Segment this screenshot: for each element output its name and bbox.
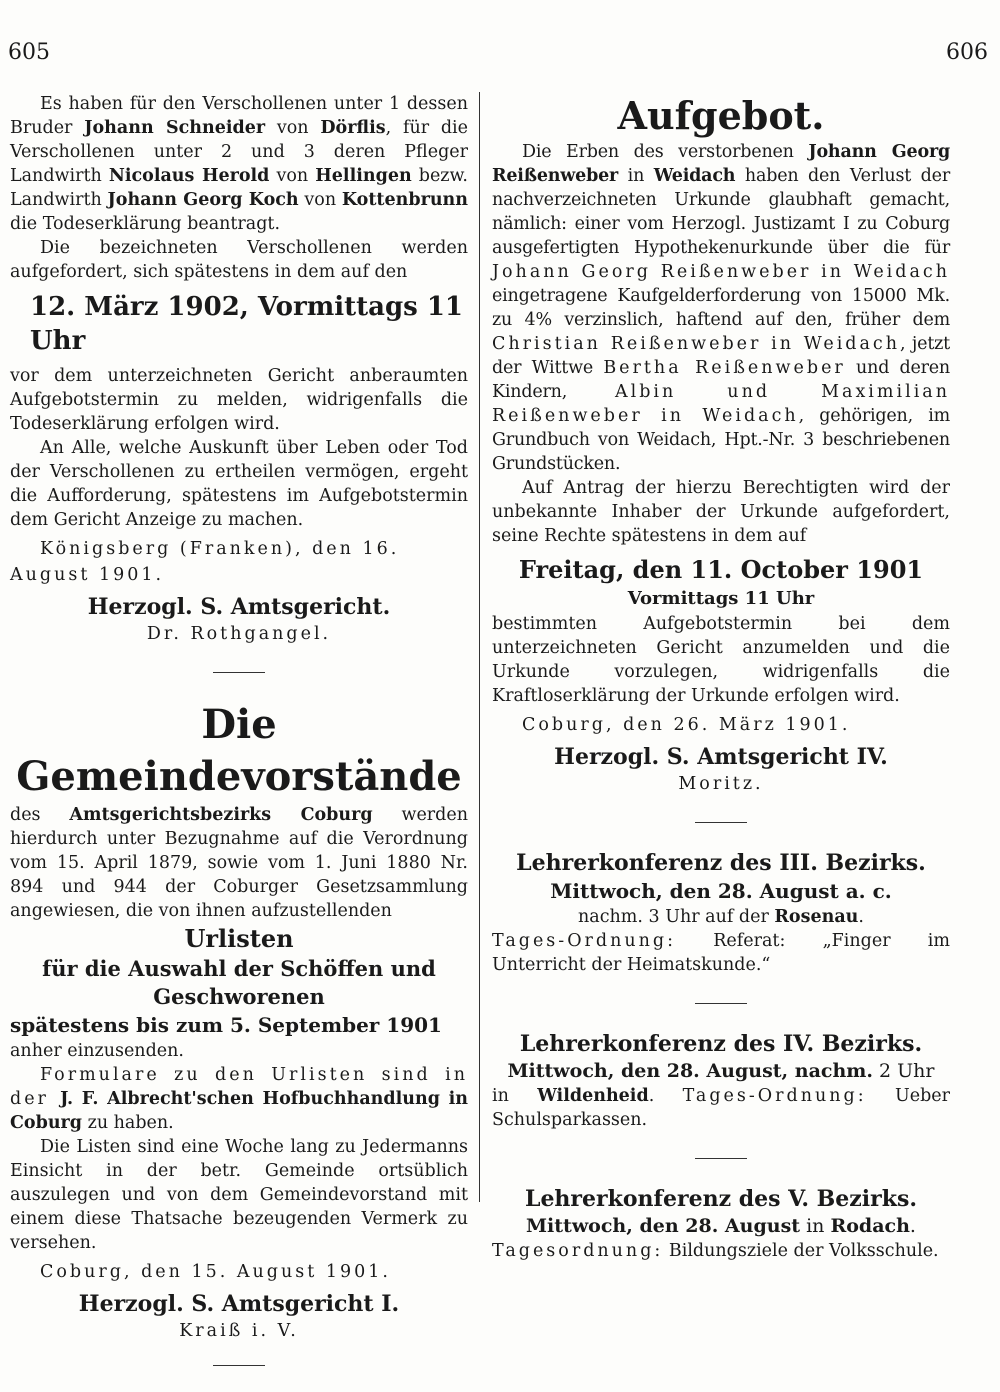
conference-3 <box>492 849 950 977</box>
column-divider <box>479 92 480 1202</box>
notice1-paragraph-3: vor dem unterzeichneten Gericht anberaumten Aufgebotstermin zu melden, widrigenfalls die Todeserklärung erfolgen wird. <box>10 366 468 434</box>
notice-aufgebot <box>492 92 950 796</box>
conf5-date-place: Mittwoch, den 28. August in Rodach. <box>526 1215 916 1237</box>
conf4-place-agenda: in Wildenheid. Tages-Ordnung: Ueber Schulsparkassen. <box>492 1086 950 1130</box>
notice3-time: Vormittags 11 Uhr <box>627 588 815 609</box>
notice3-paragraph-2: Auf Antrag der hierzu Berechtigten wird der unbekannte Inhaber der Urkunde aufgefordert, seine Rechte spätestens in dem auf <box>492 478 950 546</box>
conf3-time-place: nachm. 3 Uhr auf der Rosenau. <box>578 907 864 927</box>
notice2-deadline: spätestens bis zum 5. September 1901 <box>10 1013 442 1037</box>
section-rule <box>695 822 747 823</box>
notice1-deadline-date: 12. März 1902, Vormittags 11 Uhr <box>30 292 464 356</box>
notice2-paragraph-1: des Amtsgerichtsbezirks Coburg werden hierdurch unter Bezugnahme auf die Verordnung vom 15. April 1879, sowie vom 1. Juni 1880 Nr. 894 und 944 der Coburger Gesetzsammlung angewiesen, die von ihnen aufzustellenden <box>10 805 468 921</box>
notice1-paragraph-2: Die bezeichneten Verschollenen werden aufgefordert, sich spätestens in dem auf den <box>10 238 468 282</box>
notice-missing-persons <box>10 92 468 646</box>
notice2-place-date: Coburg, den 15. August 1901. <box>40 1262 391 1282</box>
notice2-paragraph-3: Formulare zu den Urlisten sind in der J. F. Albrecht'schen Hofbuchhandlung in Coburg zu haben. <box>10 1065 468 1133</box>
notice2-signer: Kraiß i. V. <box>179 1321 299 1341</box>
notice2-paragraph-4: Die Listen sind eine Woche lang zu Jedermanns Einsicht in der betr. Gemeinde ortsüblich auszulegen und von dem Gemeindevorstand mit einem diese Thatsache bezeugenden Vermerk zu versehen. <box>10 1137 468 1253</box>
conference-4 <box>492 1030 950 1132</box>
notice1-signer: Dr. Rothgangel. <box>146 624 332 644</box>
notice2-court: Herzogl. S. Amtsgericht I. <box>78 1291 400 1317</box>
notice2-heading-selection: für die Auswahl der Schöffen und Geschworenen <box>42 956 436 1009</box>
notice3-court: Herzogl. S. Amtsgericht IV. <box>554 744 888 770</box>
conf4-date: Mittwoch, den 28. August, nachm. 2 Uhr <box>507 1060 935 1082</box>
right-column <box>492 92 950 1263</box>
conf5-agenda: Tagesordnung: Bildungsziele der Volksschule. <box>492 1241 939 1261</box>
notice2-paragraph-2: anher einzusenden. <box>10 1041 184 1061</box>
notice3-signer: Moritz. <box>678 774 764 794</box>
left-column <box>10 92 468 1392</box>
notice3-paragraph-3: bestimmten Aufgebotstermin bei dem unterzeichneten Gericht anzumelden und die Urkunde vorzulegen, widrigenfalls die Kraftloserklärung der Urkunde erfolgen wird. <box>492 614 950 706</box>
notice3-date: Freitag, den 11. October 1901 <box>518 555 924 584</box>
notice1-paragraph-1: Es haben für den Verschollenen unter 1 dessen Bruder Johann Schneider von Dörflis, für die Verschollenen unter 2 und 3 deren Pfleger Landwirth Nicolaus Herold von Hellingen bezw. Landwirth Johann Georg Koch von Kottenbrunn die Todeserklärung beantragt. <box>10 94 469 234</box>
notice3-paragraph-1: Die Erben des verstorbenen Johann Georg Reißenweber in Weidach haben den Verlust der nachverzeichneten Urkunde glaubhaft gemacht, nämlich: einer vom Herzogl. Justizamt I zu Coburg ausgefertigten Hypothekenurkunde über die für Johann Georg Reißenweber in Weidach eingetragene Kaufgelderforderung von 15000 Mk. zu 4% verzinslich, haftend auf den, früher dem Christian Reißenweber in Weidach, jetzt der Wittwe Bertha Reißenweber und deren Kindern, Albin und Maximilian Reißenweber in Weidach, gehörigen, im Grundbuch von Weidach, Hpt.-Nr. 3 beschriebenen Grundstücken. <box>492 142 951 474</box>
section-rule <box>213 1365 265 1366</box>
conf5-title: Lehrerkonferenz des V. Bezirks. <box>524 1186 918 1212</box>
conf3-title: Lehrerkonferenz des III. Bezirks. <box>516 850 926 876</box>
page-number-right: 606 <box>946 40 988 65</box>
notice2-title: Die Gemeindevorstände <box>16 701 462 800</box>
conference-5 <box>492 1185 950 1263</box>
conf3-agenda: Tages-Ordnung: Referat: „Finger im Unterricht der Heimatskunde.“ <box>492 931 950 975</box>
conf4-title: Lehrerkonferenz des IV. Bezirks. <box>519 1031 923 1057</box>
section-rule <box>213 672 265 673</box>
page-number-left: 605 <box>8 40 50 65</box>
section-rule <box>695 1003 747 1004</box>
conf3-date: Mittwoch, den 28. August a. c. <box>550 879 892 903</box>
notice3-title: Aufgebot. <box>617 93 825 138</box>
notice1-paragraph-4: An Alle, welche Auskunft über Leben oder Tod der Verschollenen zu ertheilen vermögen, ergeht die Aufforderung, spätestens im Aufgebotstermin dem Gericht Anzeige zu machen. <box>10 438 468 530</box>
notice-urlisten <box>10 699 468 1343</box>
notice2-heading-urlisten: Urlisten <box>184 924 294 953</box>
notice1-court: Herzogl. S. Amtsgericht. <box>87 594 391 620</box>
notice3-place-date: Coburg, den 26. März 1901. <box>522 715 851 735</box>
section-rule <box>695 1158 747 1159</box>
notice1-place-date: Königsberg (Franken), den 16. August 1901. <box>10 539 400 585</box>
